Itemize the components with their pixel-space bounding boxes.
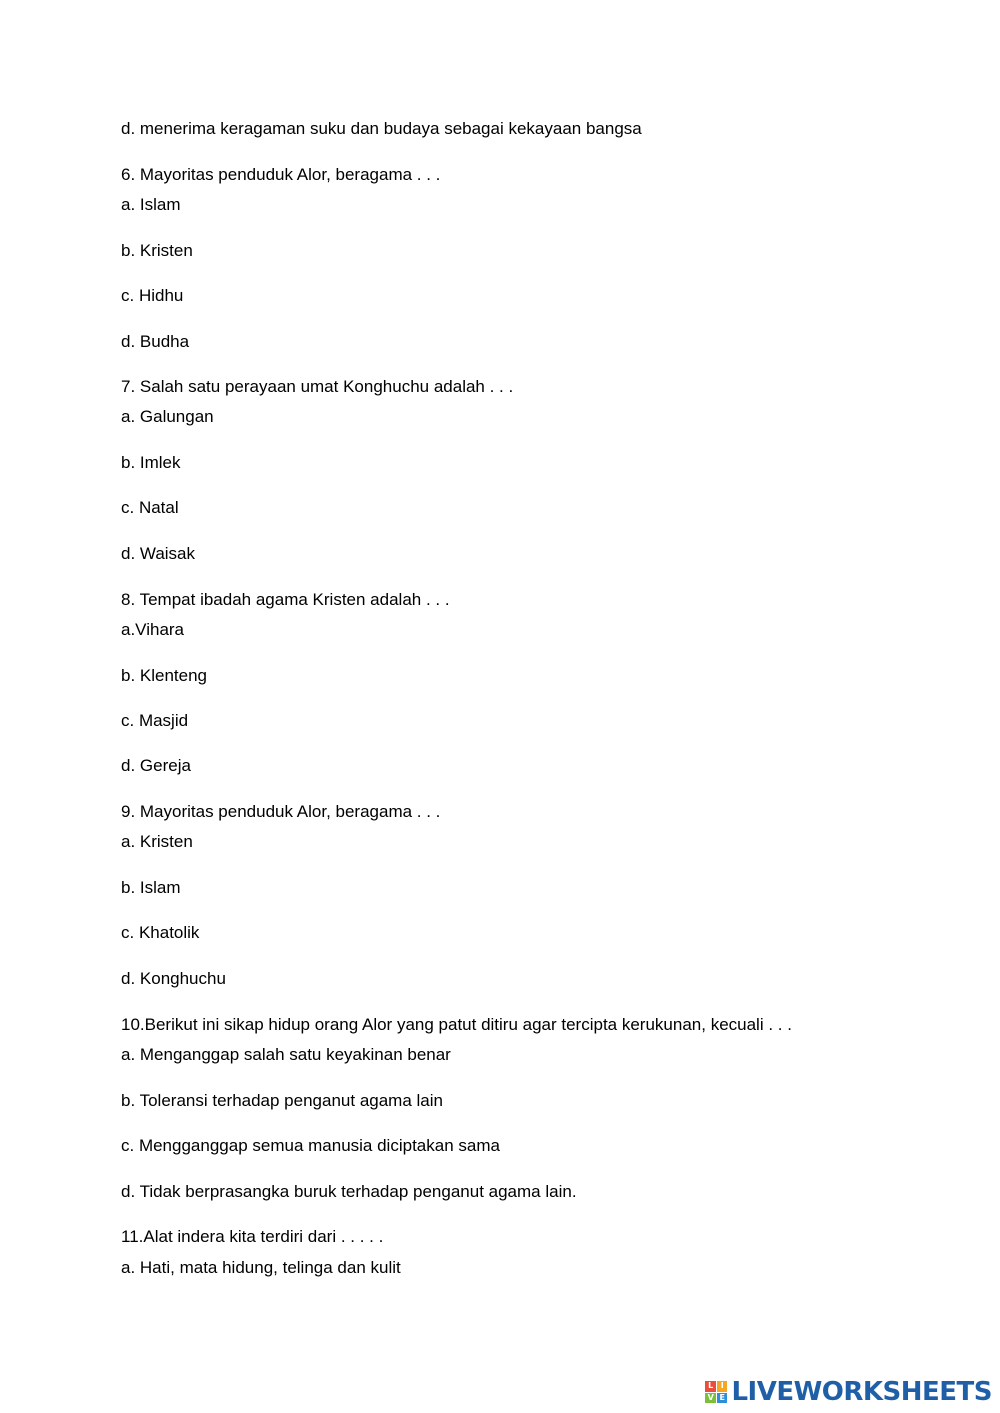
question-10-option-a: a. Menganggap salah satu keyakinan benar — [121, 1045, 451, 1064]
question-11-option-a: a. Hati, mata hidung, telinga dan kulit — [121, 1258, 401, 1277]
logo-letter-v: V — [705, 1393, 716, 1404]
question-10-option-d: d. Tidak berprasangka buruk terhadap penganut agama lain. — [121, 1182, 577, 1201]
logo-letter-l: L — [705, 1381, 716, 1392]
question-6-text: 6. Mayoritas penduduk Alor, beragama . . . — [121, 165, 441, 184]
logo-letter-e: E — [717, 1393, 728, 1404]
question-9-option-d: d. Konghuchu — [121, 969, 226, 988]
question-9-option-c: c. Khatolik — [121, 923, 200, 942]
question-6-option-a: a. Islam — [121, 195, 181, 214]
liveworksheets-brand — [705, 1377, 992, 1407]
question-11-text: 11.Alat indera kita terdiri dari . . . . . — [121, 1227, 384, 1246]
logo-letter-i: I — [717, 1381, 728, 1392]
question-6-option-c: c. Hidhu — [121, 286, 184, 305]
question-8-option-d: d. Gereja — [121, 756, 191, 775]
question-10-option-b: b. Toleransi terhadap penganut agama lain — [121, 1091, 443, 1110]
question-9-option-a: a. Kristen — [121, 832, 193, 851]
question-7-option-d: d. Waisak — [121, 544, 196, 563]
question-7-option-b: b. Imlek — [121, 453, 181, 472]
question-7-option-c: c. Natal — [121, 498, 179, 517]
question-9-text: 9. Mayoritas penduduk Alor, beragama . . . — [121, 802, 441, 821]
question-9-option-b: b. Islam — [121, 878, 181, 897]
question-8-option-b: b. Klenteng — [121, 666, 208, 685]
question-7-text: 7. Salah satu perayaan umat Konghuchu adalah . . . — [121, 377, 514, 396]
question-10-text: 10.Berikut ini sikap hidup orang Alor yang patut ditiru agar tercipta kerukunan, kecuali . . . — [121, 1015, 792, 1034]
question-8-option-a: a.Vihara — [121, 620, 185, 639]
question-6-option-d: d. Budha — [121, 332, 190, 351]
question-6-option-b: b. Kristen — [121, 241, 193, 260]
question-8-text: 8. Tempat ibadah agama Kristen adalah . . . — [121, 590, 450, 609]
liveworksheets-wordmark: LIVEWORKSHEETS — [731, 1377, 992, 1407]
liveworksheets-logo-icon — [705, 1381, 727, 1403]
question-8-option-c: c. Masjid — [121, 711, 189, 730]
question-10-option-c: c. Mengganggap semua manusia diciptakan sama — [121, 1136, 500, 1155]
question-7-option-a: a. Galungan — [121, 407, 214, 426]
question-5-option-d: d. menerima keragaman suku dan budaya sebagai kekayaan bangsa — [121, 119, 642, 138]
